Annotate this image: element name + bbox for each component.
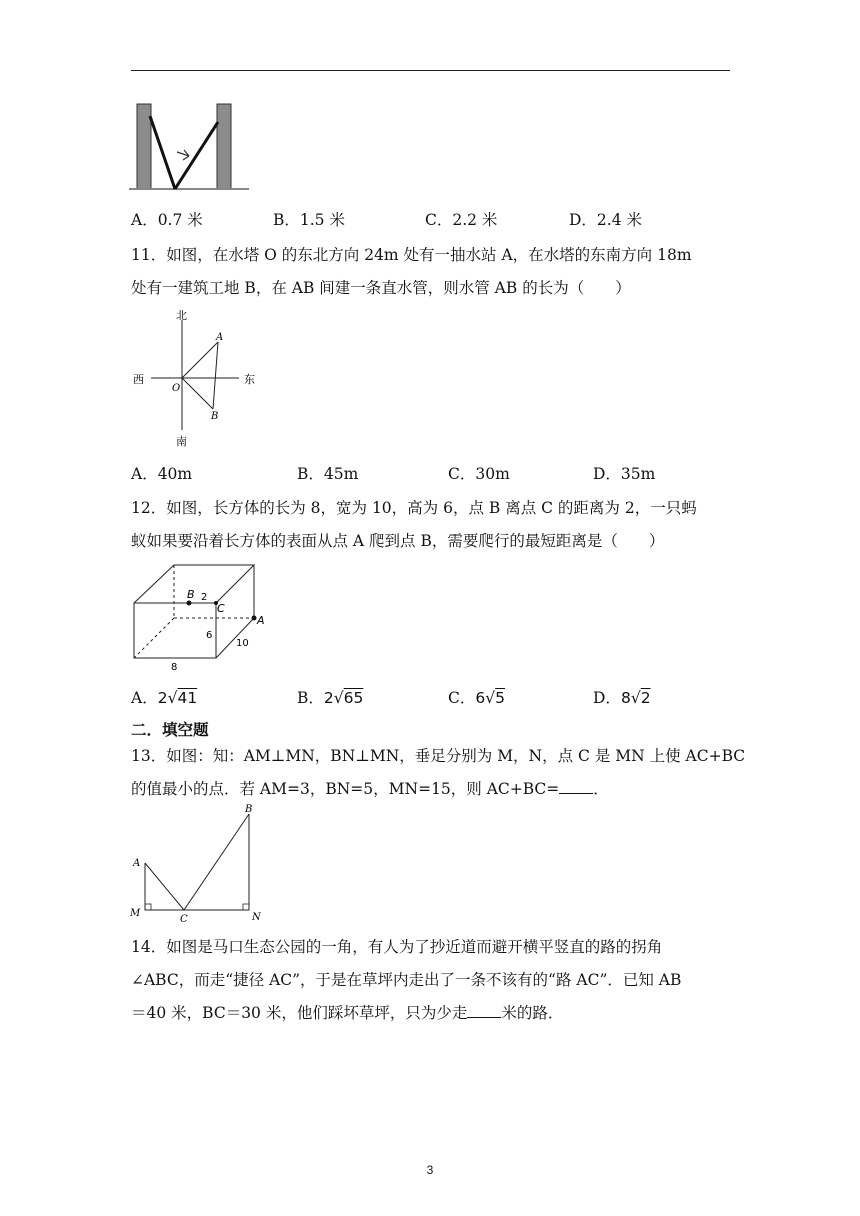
arrow-icon (177, 150, 189, 160)
q12-text-line1: 12．如图，长方体的长为 8，宽为 10，高为 6，点 B 离点 C 的距离为 2，一只蚂 (131, 499, 697, 517)
cube-two-label: 2 (201, 592, 208, 603)
q13-text-line1: 13．如图：知：AM⊥MN，BN⊥MN，垂足分别为 M，N，点 C 是 MN 上使 AC+BC (131, 747, 746, 765)
cube-a-label: A (257, 614, 265, 627)
reflection-figure (129, 800, 269, 925)
point-a (252, 616, 257, 621)
cube-c-label: C (217, 602, 225, 615)
section-title: 二．填空题 (131, 721, 209, 739)
east-label: 东 (244, 373, 255, 386)
q11-text-line1: 11．如图，在水塔 O 的东北方向 24m 处有一抽水站 A，在水塔的东南方向 18m (131, 246, 692, 264)
cube-b-label: B (187, 588, 195, 601)
q11-text-line2: 处有一建筑工地 B，在 AB 间建一条直水管，则水管 AB 的长为（ ） (131, 279, 631, 297)
q10-option-b: B．1.5 米 (273, 211, 345, 229)
fig-m-label: M (130, 908, 141, 919)
q12-option-b: B．2√65 (297, 689, 364, 707)
q10-option-c: C．2.2 米 (425, 211, 498, 229)
south-label: 南 (176, 435, 187, 448)
north-label: 北 (176, 309, 187, 322)
fig-c-label: C (180, 914, 188, 925)
fig-b-label: B (245, 804, 253, 815)
q11-option-d: D．35m (593, 465, 656, 483)
q14-text-line3: ＝40 米，BC＝30 米，他们踩坏草坪，只为少走 米的路． (131, 1004, 564, 1022)
q10-option-a: A．0.7 米 (131, 211, 203, 229)
cuboid-figure (129, 560, 274, 672)
q12-option-c: C．6√5 (448, 689, 506, 707)
q14-text-line2: ∠ABC，而走“捷径 AC”，于是在草坪内走出了一条不该有的“路 AC”．已知 AB (131, 971, 682, 989)
ladder-figure (129, 100, 249, 195)
page-number: 3 (426, 1163, 434, 1177)
header-rule (131, 70, 730, 71)
o-label: O (172, 383, 181, 394)
fig-a-label: A (133, 858, 141, 869)
cube-eight-label: 8 (171, 662, 178, 672)
b-label: B (211, 411, 219, 422)
right-wall (217, 104, 231, 189)
compass-figure (129, 305, 264, 452)
q12-text-line2: 蚁如果要沿着长方体的表面从点 A 爬到点 B，需要爬行的最短距离是（ ） (131, 532, 665, 550)
q13-text-line2: 的值最小的点．若 AM=3，BN=5，MN=15，则 AC+BC= ． (131, 780, 609, 798)
q13-answer-blank (559, 781, 593, 794)
q14-text-line1: 14．如图是马口生态公园的一角，有人为了抄近道而避开横平竖直的路的拐角 (131, 938, 663, 956)
cube-six-label: 6 (206, 630, 213, 641)
fig-n-label: N (252, 912, 261, 923)
q10-option-d: D．2.4 米 (569, 211, 643, 229)
q14-answer-blank (467, 1005, 501, 1018)
q11-option-a: A．40m (131, 465, 193, 483)
ladder-right (175, 122, 218, 189)
a-label: A (216, 332, 224, 343)
point-b (187, 601, 192, 606)
q12-option-a: A．2√41 (131, 689, 198, 707)
q11-option-c: C．30m (448, 465, 510, 483)
q12-option-d: D．8√2 (593, 689, 651, 707)
q11-option-b: B．45m (297, 465, 359, 483)
ladder-left (150, 116, 175, 189)
cube-ten-label: 10 (236, 638, 249, 649)
west-label: 西 (133, 373, 144, 386)
